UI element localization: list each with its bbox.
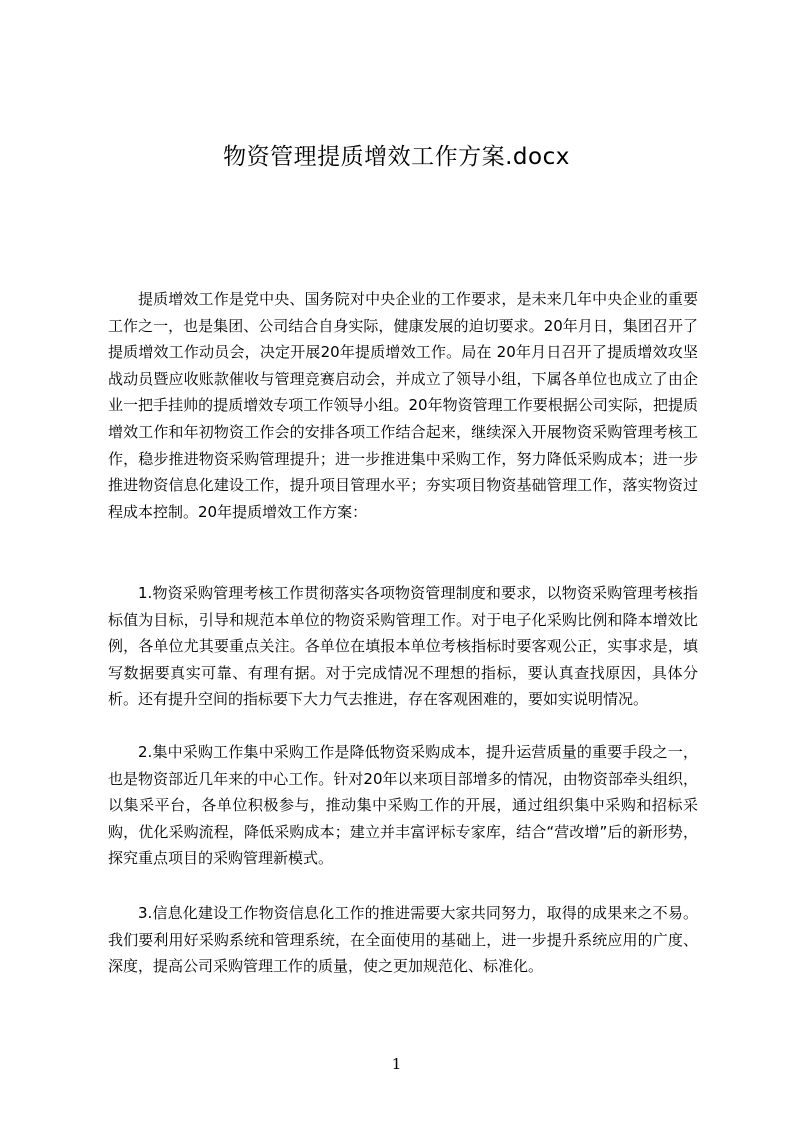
- item-3-paragraph-block: [108, 900, 698, 980]
- item-3-paragraph: 3.信息化建设工作物资信息化工作的推进需要大家共同努力，取得的成果来之不易。我们要利用好采购系统和管理系统，在全面使用的基础上，进一步提升系统应用的广度、深度，提高公司采购管理工作的质量，使之更加规范化、标准化。: [108, 904, 698, 976]
- page-number: 1: [391, 1055, 402, 1073]
- item-2-paragraph: 2.集中采购工作集中采购工作是降低物资采购成本，提升运营质量的重要手段之一，也是物资部近几年来的中心工作。针对20年以来项目部增多的情况，由物资部牵头组织，以集采平台，各单位积极参与，推动集中采购工作的开展，通过组织集中采购和招标采购，优化采购流程，降低采购成本；建立并丰富评标专家库，结合“营改增”后的新形势，探究重点项目的采购管理新模式。: [108, 743, 698, 868]
- intro-paragraph: 提质增效工作是党中央、国务院对中央企业的工作要求，是未来几年中央企业的重要工作之一，也是集团、公司结合自身实际，健康发展的迫切要求。20年月日，集团召开了提质增效工作动员会，决定开展20年提质增效工作。局在 20年月日召开了提质增效攻坚战动员暨应收账款催收与管理竞赛启动会，并成立了领导小组，下属各单位也成立了由企业一把手挂帅的提质增效专项工作领导小组。20年物资管理工作要根据公司实际，把提质增效工作和年初物资工作会的安排各项工作结合起来，继续深入开展物资采购管理考核工作，稳步推进物资采购管理提升；进一步推进集中采购工作，努力降低采购成本；进一步推进物资信息化建设工作，提升项目管理水平；夯实项目物资基础管理工作，落实物资过程成本控制。20年提质增效工作方案：: [108, 290, 698, 521]
- item-2-paragraph-block: [108, 739, 698, 872]
- document-title: 物资管理提质增效工作方案.docx: [223, 144, 570, 170]
- intro-paragraph-block: [108, 286, 698, 525]
- item-1-paragraph-block: [108, 580, 698, 713]
- item-1-paragraph: 1.物资采购管理考核工作贯彻落实各项物资管理制度和要求，以物资采购管理考核指标值为目标，引导和规范本单位的物资采购管理工作。对于电子化采购比例和降本增效比例，各单位尤其要重点关注。各单位在填报本单位考核指标时要客观公正，实事求是，填写数据要真实可靠、有理有据。对于完成情况不理想的指标，要认真查找原因，具体分析。还有提升空间的指标要下大力气去推进，存在客观困难的，要如实说明情况。: [108, 584, 698, 709]
